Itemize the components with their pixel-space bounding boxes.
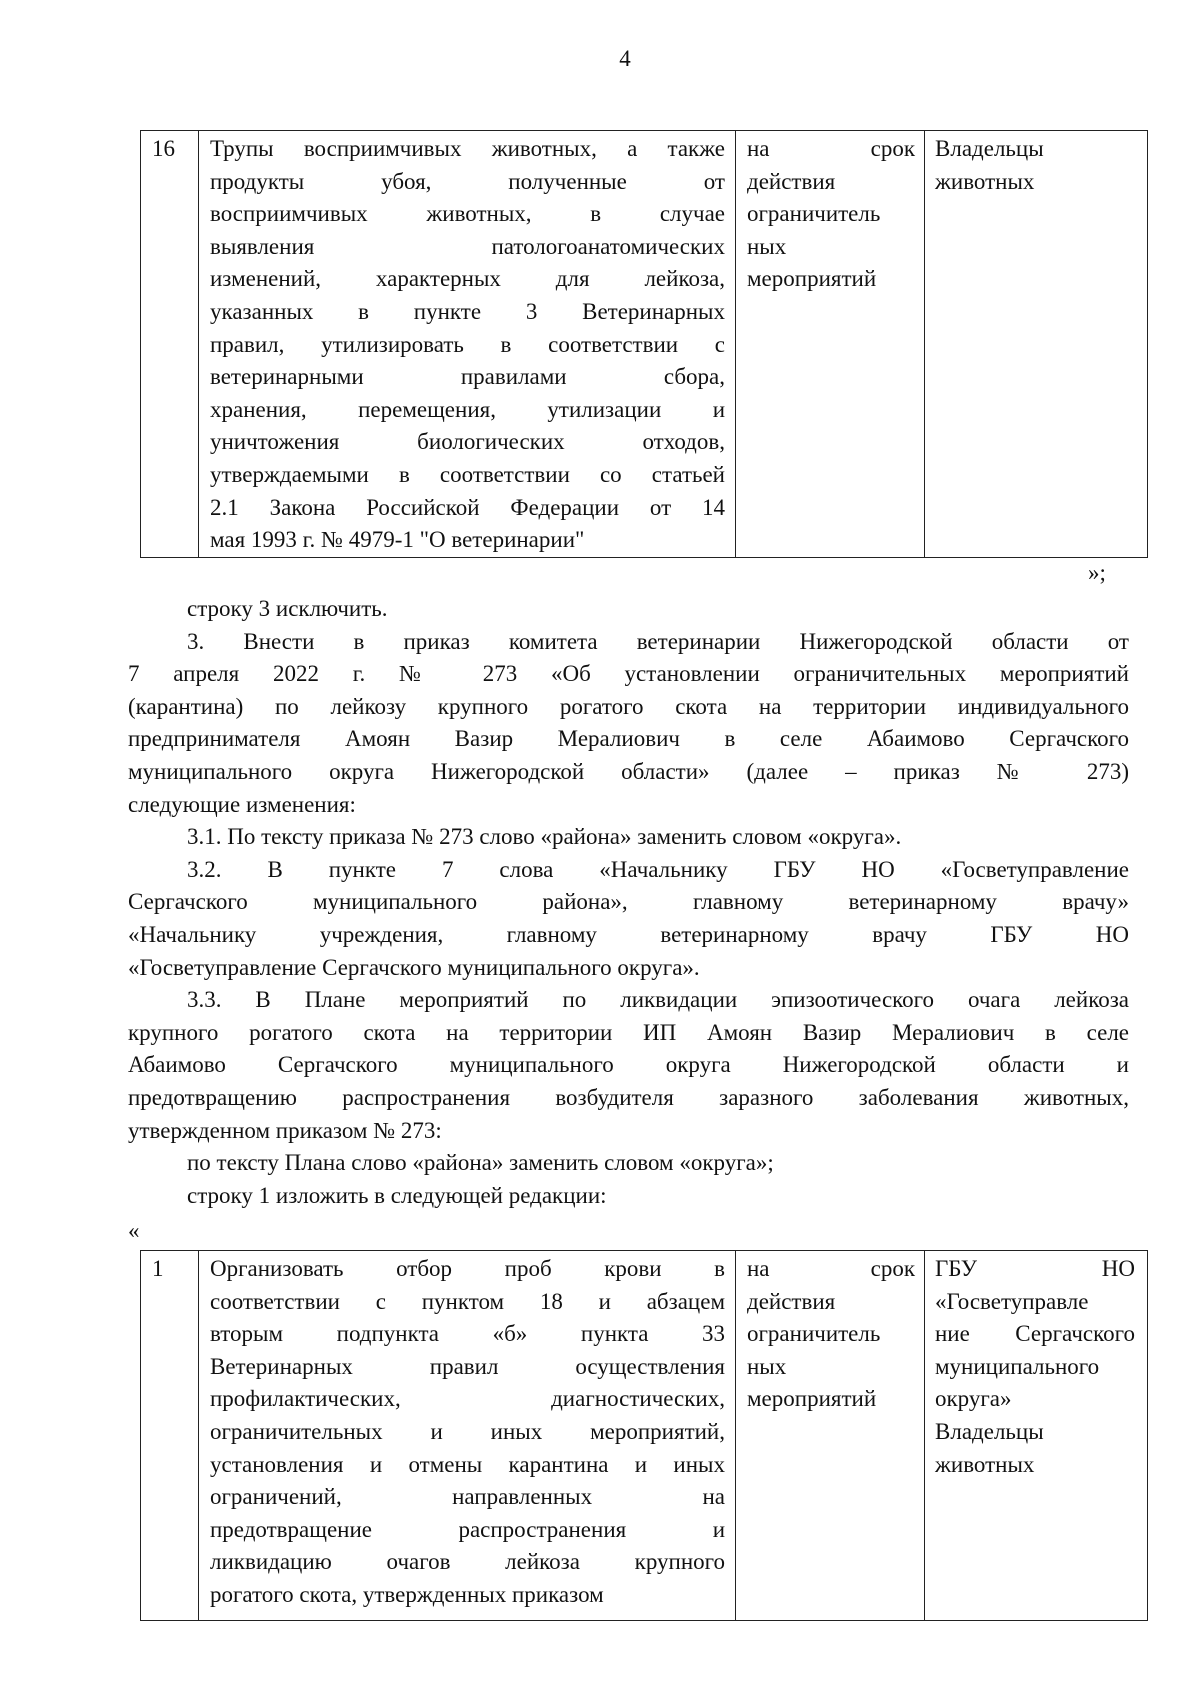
responsible-cell xyxy=(935,1253,1135,1481)
text-line: правил, утилизировать в соответствии с xyxy=(210,331,725,357)
text-line: вторым подпункта «б» пункта 33 xyxy=(210,1321,725,1347)
text-line: ных xyxy=(747,233,787,259)
closing-quote: »; xyxy=(1088,560,1106,585)
column-divider xyxy=(924,131,925,557)
text-line: рогатого скота, утвержденных приказом xyxy=(210,1581,604,1607)
text-line: мая 1993 г. № 4979-1 "О ветеринарии" xyxy=(210,527,585,553)
text-line: утвержденном приказом № 273: xyxy=(128,1117,442,1143)
responsible-cell xyxy=(935,133,1135,198)
text-line: «Начальнику учреждения, главному ветеринарному врачу ГБУ НО xyxy=(128,921,1129,947)
text-line: Ветеринарных правил осуществления xyxy=(210,1353,725,1379)
text-line: утверждаемыми в соответствии со статьей xyxy=(210,461,725,487)
text-line: мероприятий xyxy=(747,1386,877,1412)
text-line: ограничений, направленных на xyxy=(210,1484,725,1510)
text-line: предпринимателя Амоян Вазир Мералиович в селе Абаимово Сергачского xyxy=(128,726,1129,752)
column-divider xyxy=(924,1251,925,1620)
text-line: 2.1 Закона Российской Федерации от 14 xyxy=(210,494,725,520)
text-line: изменений, характерных для лейкоза, xyxy=(210,266,725,292)
text-line: 7 апреля 2022 г. № 273 «Об установлении ограничительных мероприятий xyxy=(128,661,1129,687)
text-line: указанных в пункте 3 Ветеринарных xyxy=(210,298,725,324)
text-line: восприимчивых животных, в случае xyxy=(210,201,725,227)
text-line: предотвращению распространения возбудителя заразного заболевания животных, xyxy=(128,1084,1129,1110)
text-line: животных xyxy=(935,168,1035,194)
text-line: строку 1 изложить в следующей редакции: xyxy=(187,1182,607,1208)
paragraph xyxy=(128,1147,1129,1180)
measure-cell xyxy=(210,133,725,557)
text-line: мероприятий xyxy=(747,266,877,292)
row-number-cell xyxy=(152,133,192,166)
text-line: Владельцы xyxy=(935,136,1044,161)
text-line: соответствии с пунктом 18 и абзацем xyxy=(210,1288,725,1314)
term-cell xyxy=(747,133,915,296)
column-divider xyxy=(198,131,199,557)
paragraph xyxy=(128,1180,1129,1213)
column-divider xyxy=(735,131,736,557)
text-line: продукты убоя, полученные от xyxy=(210,168,725,194)
text-line: на срок xyxy=(747,136,915,161)
column-divider xyxy=(735,1251,736,1620)
text-line: ограничительных и иных мероприятий, xyxy=(210,1418,725,1444)
text-line: животных xyxy=(935,1451,1035,1477)
paragraph xyxy=(128,854,1129,984)
text-line: «Госветуправление Сергачского муниципального округа». xyxy=(128,954,700,980)
text-line: «Госветуправле xyxy=(935,1288,1089,1314)
opening-quote: « xyxy=(128,1218,140,1243)
text-line: установления и отмены карантина и иных xyxy=(210,1451,725,1477)
text-line: 3.3. В Плане мероприятий по ликвидации эпизоотического очага лейкоза xyxy=(187,987,1129,1013)
paragraph xyxy=(128,626,1129,822)
text-line: ликвидацию очагов лейкоза крупного xyxy=(210,1549,725,1575)
row-number-cell xyxy=(152,1253,192,1286)
text-line: ние Сергачского xyxy=(935,1321,1135,1347)
text-line: (карантина) по лейкозу крупного рогатого скота на территории индивидуального xyxy=(128,693,1129,719)
measure-cell xyxy=(210,1253,725,1612)
paragraph xyxy=(128,593,1129,626)
paragraph xyxy=(128,821,1129,854)
text-line: уничтожения биологических отходов, xyxy=(210,429,725,455)
text-line: профилактических, диагностических, xyxy=(210,1386,725,1412)
text-line: Сергачского муниципального района», главному ветеринарному врачу» xyxy=(128,889,1129,915)
text-line: Абаимово Сергачского муниципального округа Нижегородской области и xyxy=(128,1052,1129,1078)
text-line: ограничитель xyxy=(747,1321,881,1347)
term-cell xyxy=(747,1253,915,1416)
text-line: 3. Внести в приказ комитета ветеринарии Нижегородской области от xyxy=(187,628,1129,654)
text-line: ГБУ НО xyxy=(935,1256,1135,1281)
page-number: 4 xyxy=(619,46,631,71)
text-line: ограничитель xyxy=(747,201,881,227)
text-line: хранения, перемещения, утилизации и xyxy=(210,396,725,422)
text-line: строку 3 исключить. xyxy=(187,596,388,621)
text-line: действия xyxy=(747,1288,836,1314)
text-line: муниципального округа Нижегородской области» (далее – приказ № 273) xyxy=(128,758,1129,784)
text-line: действия xyxy=(747,168,836,194)
text-line: следующие изменения: xyxy=(128,791,356,817)
text-line: муниципального xyxy=(935,1353,1100,1379)
column-divider xyxy=(198,1251,199,1620)
text-line: выявления патологоанатомических xyxy=(210,233,725,259)
text-line: ветеринарными правилами сбора, xyxy=(210,364,725,390)
text-line: 3.2. В пункте 7 слова «Начальнику ГБУ НО «Госветуправление xyxy=(187,856,1129,882)
text-line: ных xyxy=(747,1353,787,1379)
row-number: 16 xyxy=(152,136,175,161)
text-line: округа» xyxy=(935,1386,1012,1412)
paragraph xyxy=(128,984,1129,1147)
text-line: Трупы восприимчивых животных, а также xyxy=(210,136,725,161)
text-line: Организовать отбор проб крови в xyxy=(210,1256,725,1281)
text-line: по тексту Плана слово «района» заменить словом «округа»; xyxy=(187,1150,774,1176)
text-line: предотвращение распространения и xyxy=(210,1516,725,1542)
text-line: Владельцы xyxy=(935,1418,1044,1444)
text-line: 3.1. По тексту приказа № 273 слово «района» заменить словом «округа». xyxy=(187,824,902,850)
text-line: на срок xyxy=(747,1256,915,1281)
row-number: 1 xyxy=(152,1256,164,1281)
text-line: крупного рогатого скота на территории ИП Амоян Вазир Мералиович в селе xyxy=(128,1019,1129,1045)
body-text xyxy=(128,593,1129,1212)
